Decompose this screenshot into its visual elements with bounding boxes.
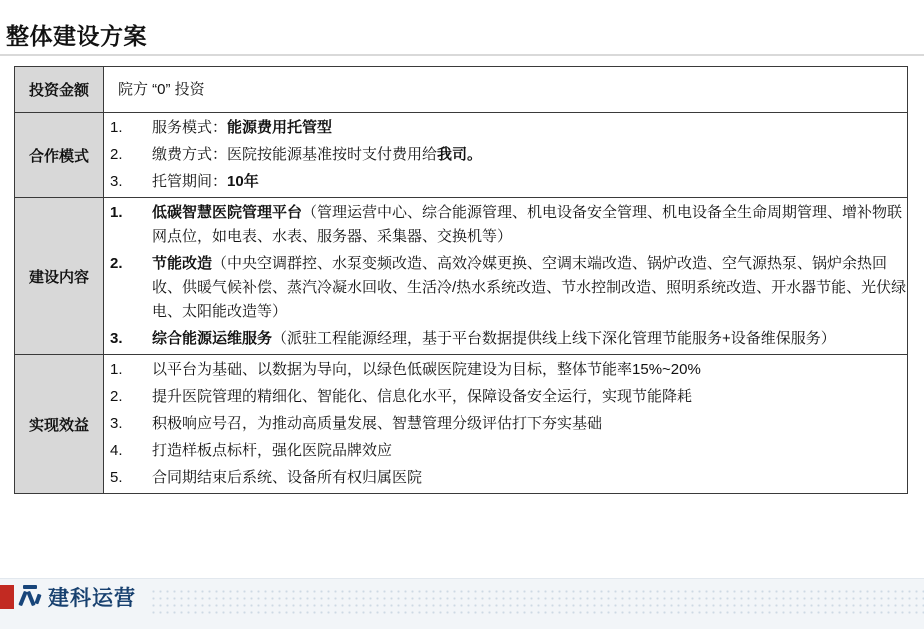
list-marker: 1. [110,204,123,222]
table-row-construction [15,198,908,355]
row-label-investment: 投资金额 [15,67,104,113]
list-item [104,170,907,194]
list-marker: 4. [110,442,123,460]
list-marker: 3. [110,173,123,191]
construction-list [104,201,907,351]
list-item [104,116,907,140]
table-row-cooperation [15,113,908,198]
logo-red-bar-icon [0,585,14,609]
benefits-list [104,358,907,490]
logo-text: 建科运营 [48,587,136,610]
brand-logo [0,578,136,616]
list-item [104,327,907,351]
list-marker: 2. [110,146,123,164]
row-content-benefits [104,355,908,494]
list-item [104,252,907,324]
list-marker: 5. [110,469,123,487]
plan-table [14,66,908,494]
investment-text: 院方 “0” 投资 [118,81,205,98]
list-marker: 3. [110,330,123,348]
list-text-bold: 低碳智慧医院管理平台 [152,204,303,222]
list-text-bold: 10年 [227,173,259,191]
list-marker: 2. [110,255,123,273]
list-item [104,439,907,463]
list-text-prefix: 缴费方式： [152,146,228,164]
table-row-investment [15,67,908,113]
row-label-benefits: 实现效益 [15,355,104,494]
list-item [104,385,907,409]
list-marker: 3. [110,415,123,433]
list-item [104,358,907,382]
row-label-cooperation: 合作模式 [15,113,104,198]
list-text-bold: 节能改造 [152,255,213,273]
list-text-prefix: 服务模式： [152,119,228,137]
list-item [104,143,907,167]
title-divider [0,54,924,56]
list-item [104,412,907,436]
list-item [104,201,907,249]
row-content-cooperation [104,113,908,198]
row-content-investment [104,67,908,113]
row-content-construction [104,198,908,355]
list-text: 提升医院管理的精细化、智能化、信息化水平，保障设备安全运行，实现节能降耗 [152,388,693,406]
table-row-benefits [15,355,908,494]
list-text-prefix: 托管期间： [152,173,228,191]
list-marker: 2. [110,388,123,406]
list-text-suffix: 医院按能源基准按时支付费用给 [227,146,438,164]
list-text: 打造样板点标杆，强化医院品牌效应 [152,442,393,460]
list-text-rest: （派驻工程能源经理，基于平台数据提供线上线下深化管理节能服务+设备维保服务） [272,330,836,348]
list-text: 以平台为基础、以数据为导向，以绿色低碳医院建设为目标，整体节能率15%~20% [152,361,701,379]
list-text-rest: （中央空调群控、水泵变频改造、高效冷媒更换、空调末端改造、锅炉改造、空气源热泵、锅炉余热回收、供暖气候补偿、蒸汽冷凝水回收、生活冷/热水系统改造、节水控制改造、照明系统改造、开水器节能、光伏绿电、太阳能改造等） [152,255,907,321]
list-text: 合同期结束后系统、设备所有权归属医院 [152,469,423,487]
list-text-bold: 综合能源运维服务 [152,330,273,348]
list-text: 积极响应号召，为推动高质量发展、智慧管理分级评估打下夯实基础 [152,415,603,433]
list-text-rest: （管理运营中心、综合能源管理、机电设备安全管理、机电设备全生命周期管理、增补物联网点位，如电表、水表、服务器、采集器、交换机等） [152,204,903,246]
cooperation-list [104,116,907,194]
list-item [104,466,907,490]
list-marker: 1. [110,119,123,137]
logo-people-icon [18,584,44,610]
page-title: 整体建设方案 [6,23,147,49]
footer-dot-pattern [150,588,924,618]
list-text-bold: 我司。 [437,146,483,164]
row-label-construction: 建设内容 [15,198,104,355]
list-marker: 1. [110,361,123,379]
list-text-bold: 能源费用托管型 [227,119,333,137]
